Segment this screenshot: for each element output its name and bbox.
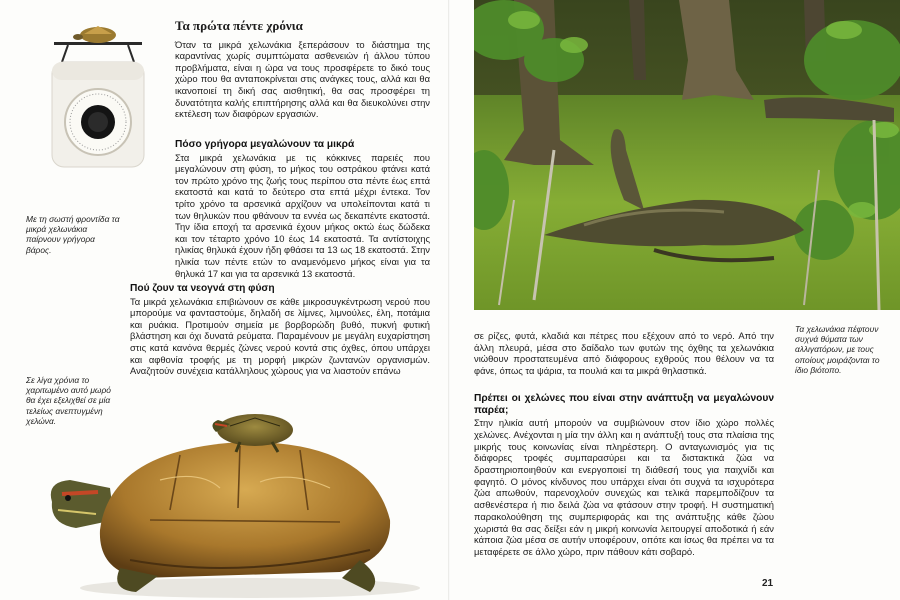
turtle-illustration — [40, 410, 420, 600]
paragraph-habitat-continued: σε ρίζες, φυτά, κλαδιά και πέτρες που εξέχουν από το νερό. Από την άλλη πλευρά, μέσα στο δαίδαλο των φυτών της όχθης τα χελωνάκια νιώθουν προστατευμένα από διάφορους εχθρούς που θέλουν να τα φάνε, όπως τα ψάρια, τα πουλιά και τα μικρά θηλαστικά. — [474, 330, 774, 377]
alligator-swamp-photo — [474, 0, 900, 310]
caption-scale: Με τη σωστή φροντίδα τα μικρά χελωνάκια παίρνουν γρήγορα βάρος. — [26, 214, 120, 255]
section-title-growth-speed: Πόσο γρήγορα μεγαλώνουν τα μικρά — [175, 139, 355, 150]
paragraph-growth-speed: Στα μικρά χελωνάκια με τις κόκκινες παρειές που μεγαλώνουν στη φύση, το μήκος του οστράκου φτάνει κατά τον πρώτο χρόνο της ζωής τους περίπου στα πέντε έως επτά εκατοστά και κατά το δεύτερο στα επτά μέχρι έντεκα. Τον τρίτο χρόνο τα αρσενικά αρχίζουν να υπολείπονται κατά τι των θηλυκών που φθάνουν τα εννέα ως δεκαπέντε εκατοστά. Την ίδια εποχή τα αρσενικά έχουν μήκος οκτώ έως δώδεκα και τον τέταρτο χρόνο 10 έως 14 εκατοστά. Τα αντίστοιχης ηλικίας θηλυκά έχουν ήδη φθάσει τα 13 ως 18 εκατοστά. Στην ηλικία των πέντε ετών το αναμενόμενο μήκος είναι για τα θηλυκά 17 και για τα αρσενικά 13 εκατοστά. — [175, 151, 430, 279]
caption-photo: Τα χελωνάκια πέφτουν συχνά θύματα των αλλιγατόρων, με τους οποίους μοιράζονται το ίδιο βιότοπο. — [795, 324, 880, 375]
paragraph-habitat: Τα μικρά χελωνάκια επιβιώνουν σε κάθε μικροσυγκέντρωση νερού που μπορούμε να φανταστούμε, δηλαδή σε λίμνες, λιμνούλες, έλη, ποτάμια και ρυάκια. Προτιμούν σημεία με βορβορώδη βυθό, πυκνή φυτική βλάστηση και όχι δυνατά ρεύματα. Παραμένουν με μεγάλη ευχαρίστηση στις κατά κανόνα θερμές ζώνες νερού κοντά στις όχθες, όπου υπάρχει και αφθονία τροφής με τη μορφή μικρών ζωντανών οργανισμών. Αναζητούν συνέχεια κατάλληλους χώρους για να λιαστούν επάνω — [130, 295, 430, 377]
paragraph-growth-speed-lead — [175, 152, 430, 280]
section-title-habitat: Πού ζουν τα νεογνά στη φύση — [130, 283, 275, 294]
caption-turtle: Σε λίγα χρόνια το χαριτωμένο αυτό μωρό θα έχει εξελιχθεί σε μία τελείως ανεπτυγμένη χελώνα. — [26, 375, 111, 426]
section-title-first-five-years: Τα πρώτα πέντε χρόνια — [175, 18, 303, 33]
adult-and-baby-turtle-icon — [40, 410, 420, 600]
page-number: 21 — [762, 578, 774, 589]
swamp-alligator-icon — [474, 0, 900, 310]
section-title-grow-together: Πρέπει οι χελώνες που είναι στην ανάπτυξη να μεγαλώνουν παρέα; — [474, 392, 774, 416]
paragraph-grow-together: Στην ηλικία αυτή μπορούν να συμβιώνουν στον ίδιο χώρο πολλές χελώνες. Ανέχονται η μία την άλλη και η ανάπτυξή τους στα πλαίσια της μικρής τους κοινωνίας είναι πληρέστερη. Ο ανταγωνισμός για τις διάφορες τροφές συμπαρασύρει και τα διστακτικά ζώα να δραστηριοποιηθούν και ενεργοποιεί τη διάθεσή τους για παιχνίδι και φαγητό. Ο μόνος κίνδυνος που υπάρχει είναι ότι συχνά τα ισχυρότερα ζώα απωθούν, παρενοχλούν συνεχώς και τελικά παρεμποδίζουν τα ασθενέστερα ή πιο δειλά ζώα να φτάσουν στην τροφή. Η συστηματική παρακολούθηση της συμπεριφοράς και της ανάπτυξης κάθε ζώου χωριστά θα σας δείξει εάν η μικρή κοινωνία λειτουργεί αποδοτικά ή εάν κάποια ζώα μέσα σε αυτήν υποφέρουν, οπότε και ίσως θα πρέπει να τα μεταφέρετε σε άλλο χώρο, πριν πάθουν κάτι σοβαρό. — [474, 417, 774, 557]
paragraph-first-five-years: Όταν τα μικρά χελωνάκια ξεπεράσουν το διάστημα της καραντίνας χωρίς συμπτώματα ασθενειών ή άλλου τύπου προβλήματα, είναι η ώρα να τους προσφέρετε το δικό τους χώρο που θα ανταποκρίνεται στις ανάγκες τους, αλλά και θα ικανοποιεί τη δική σας αισθητική, θα σας προσφέρει τη δυνατότητα καλής επιπτήρησης αλλά και θα διευκολύνει στην εκτέλεση των διαφόρων εργασιών. — [175, 38, 430, 120]
